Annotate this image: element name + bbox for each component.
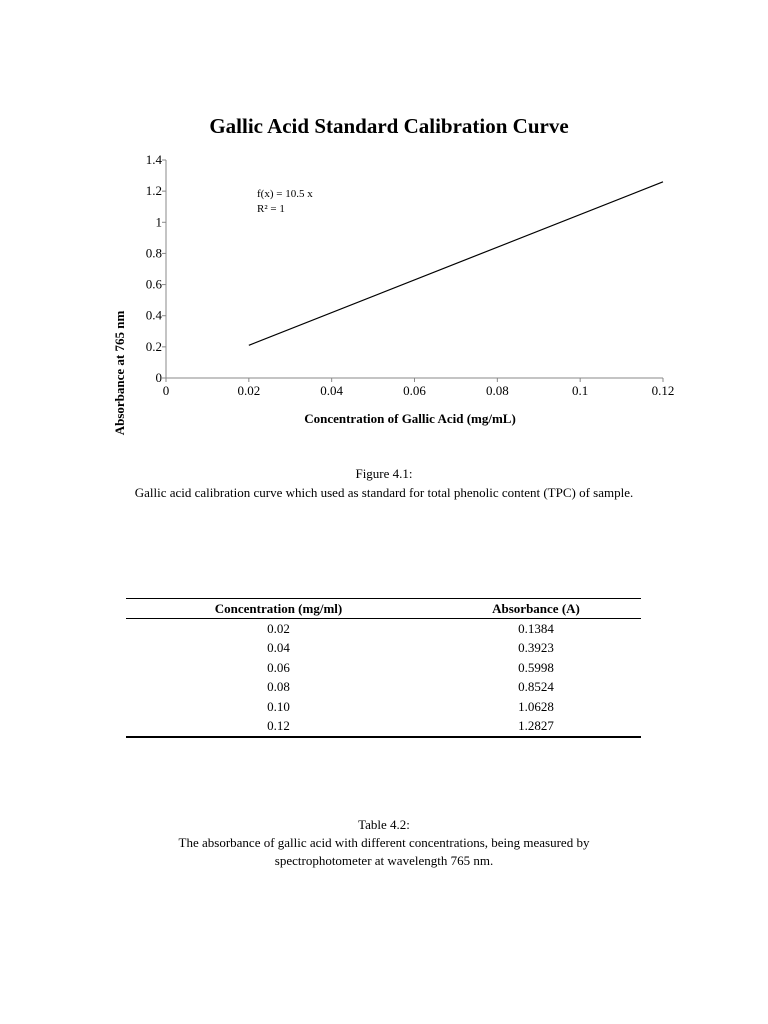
- y-tick-label: 0: [155, 370, 162, 385]
- calibration-chart: [0, 100, 768, 440]
- y-tick-label: 0.2: [145, 338, 162, 354]
- table-caption-text: The absorbance of gallic acid with different concentrations, being measured by spectrophotometer at wavelength 765 nm.: [178, 835, 590, 868]
- absorbance-cell: 0.8524: [518, 679, 554, 695]
- figure-caption-label: Figure 4.1:: [355, 466, 413, 481]
- y-axis-title: Absorbance at 765 nm: [112, 310, 127, 436]
- absorbance-cell: 1.0628: [518, 698, 554, 714]
- x-tick-label: 0.06: [403, 383, 426, 398]
- y-tick-label: 1.4: [145, 152, 162, 167]
- chart-title: Gallic Acid Standard Calibration Curve: [209, 114, 569, 138]
- concentration-cell: 0.04: [267, 640, 290, 656]
- calibration-line: [249, 182, 663, 345]
- figure-caption-text: Gallic acid calibration curve which used as standard for total phenolic content (TPC) of sample.: [134, 485, 634, 500]
- column-header-absorbance: Absorbance (A): [492, 600, 580, 616]
- r-squared-label: R² = 1: [257, 203, 285, 215]
- y-tick-label: 0.4: [145, 307, 162, 323]
- concentration-cell: 0.10: [267, 698, 290, 714]
- table-row: [126, 697, 641, 717]
- x-tick-label: 0.1: [572, 383, 589, 398]
- table-caption: [0, 816, 768, 870]
- x-tick-label: 0.02: [237, 383, 261, 398]
- concentration-cell: 0.12: [267, 718, 290, 734]
- table-row: [126, 717, 641, 738]
- y-tick-label: 1: [155, 214, 162, 230]
- absorbance-cell: 1.2827: [518, 718, 554, 734]
- table-row: [126, 678, 641, 698]
- figure-caption: [0, 464, 768, 502]
- table-caption-label: Table 4.2:: [358, 817, 410, 832]
- concentration-cell: 0.06: [267, 659, 290, 675]
- table-row: [126, 639, 641, 659]
- y-tick-label: 0.8: [145, 245, 162, 261]
- x-axis-title: Concentration of Gallic Acid (mg/mL): [304, 411, 516, 426]
- x-tick-label: 0.12: [651, 383, 675, 398]
- absorbance-cell: 0.3923: [518, 640, 554, 656]
- table-row: [126, 619, 641, 639]
- table-header-row: [126, 599, 641, 619]
- x-tick-label: 0.04: [320, 383, 344, 398]
- y-tick-label: 1.2: [145, 183, 162, 199]
- absorbance-table: [126, 598, 641, 738]
- y-tick-label: 0.6: [145, 276, 162, 292]
- concentration-cell: 0.08: [267, 679, 290, 695]
- table-row: [126, 658, 641, 678]
- x-tick-label: 0.08: [485, 383, 509, 398]
- concentration-cell: 0.02: [267, 620, 290, 636]
- absorbance-cell: 0.1384: [518, 620, 554, 636]
- column-header-concentration: Concentration (mg/ml): [214, 600, 343, 616]
- absorbance-cell: 0.5998: [518, 659, 554, 675]
- trendline-equation: f(x) = 10.5 x: [257, 188, 313, 200]
- x-tick-label: 0: [162, 383, 170, 398]
